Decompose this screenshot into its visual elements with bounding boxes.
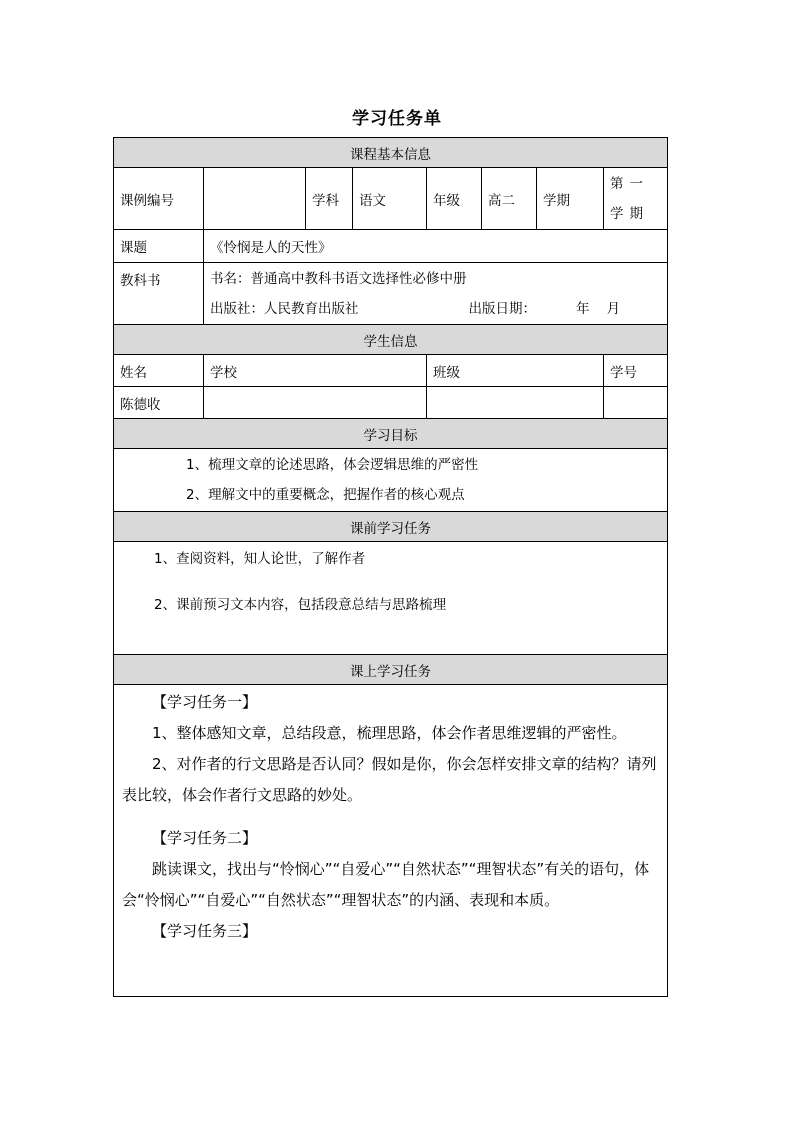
grade-value: 高二 — [482, 168, 537, 230]
school-value[interactable] — [204, 387, 427, 419]
class-tasks-cell — [114, 685, 668, 997]
grade-label: 年级 — [427, 168, 482, 230]
task3-title: 【学习任务三】 — [152, 922, 258, 940]
name-label: 姓名 — [114, 355, 204, 387]
section-header-pre: 课前学习任务 — [114, 512, 668, 542]
case-no-value[interactable] — [204, 168, 306, 230]
task1-item1: 1、整体感知文章，总结段意，梳理思路，体会作者思维逻辑的严密性。 — [152, 724, 627, 742]
textbook-info — [204, 263, 668, 325]
pre-task-item: 2、课前预习文本内容，包括段意总结与思路梳理 — [154, 597, 447, 613]
school-label: 学校 — [204, 355, 427, 387]
section-header-student: 学生信息 — [114, 325, 668, 355]
id-label: 学号 — [604, 355, 668, 387]
pub-year: 年 — [576, 300, 590, 317]
pre-task-item: 1、查阅资料，知人论世，了解作者 — [154, 551, 366, 567]
task1-title: 【学习任务一】 — [152, 693, 258, 711]
pre-tasks-cell — [114, 542, 668, 655]
topic-label: 课题 — [114, 230, 204, 263]
goal-item: 2、理解文中的重要概念，把握作者的核心观点 — [186, 487, 465, 503]
pub-month: 月 — [606, 300, 621, 317]
goals-cell — [114, 449, 668, 512]
task-sheet-table — [113, 137, 668, 997]
textbook-label: 教科书 — [114, 263, 204, 325]
subject-value: 语文 — [353, 168, 427, 230]
subject-label: 学科 — [306, 168, 353, 230]
task1-item2: 2、对作者的行文思路是否认同？假如是你，你会怎样安排文章的结构？请列表比较，体会作者行文思路的妙处。 — [122, 755, 657, 804]
goal-item: 1、梳理文章的论述思路，体会逻辑思维的严密性 — [186, 457, 479, 473]
task2-text: 跳读课文，找出与“怜悯心”“自爱心”“自然状态”“理智状态”有关的语句，体会“怜悯心”“自爱心”“自然状态”“理智状态”的内涵、表现和本质。 — [122, 860, 650, 909]
section-header-goals: 学习目标 — [114, 419, 668, 449]
section-header-basic: 课程基本信息 — [114, 138, 668, 168]
term-value: 第一学期 — [604, 168, 668, 230]
class-value[interactable] — [427, 387, 604, 419]
publisher: 出版社：人民教育出版社 — [210, 300, 359, 317]
name-value: 陈德收 — [114, 387, 204, 419]
id-value[interactable] — [604, 387, 668, 419]
book-name: 书名：普通高中教科书语文选择性必修中册 — [210, 270, 467, 287]
page-title: 学习任务单 — [352, 109, 442, 129]
publisher-line — [210, 294, 661, 324]
pub-date-label: 出版日期： — [468, 300, 536, 317]
case-no-label: 课例编号 — [114, 168, 204, 230]
topic-value: 《怜悯是人的天性》 — [204, 230, 668, 263]
section-header-class: 课上学习任务 — [114, 655, 668, 685]
task2-title: 【学习任务二】 — [152, 829, 258, 847]
term-label: 学期 — [537, 168, 604, 230]
class-label: 班级 — [427, 355, 604, 387]
